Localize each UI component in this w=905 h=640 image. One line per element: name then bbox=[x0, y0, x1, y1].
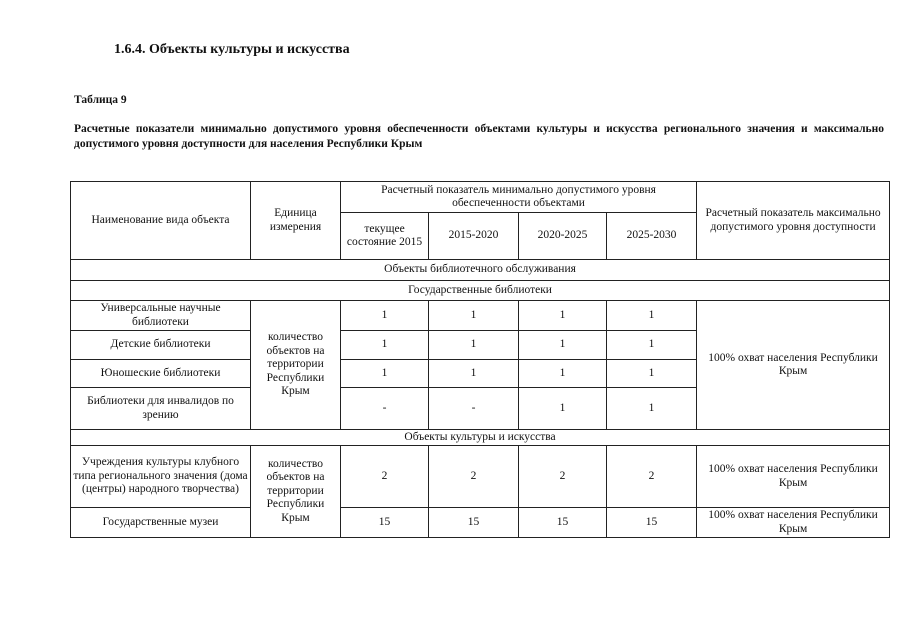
header-period: текущее состояние 2015 bbox=[341, 213, 429, 260]
row-name: Детские библиотеки bbox=[71, 331, 251, 360]
cell-value: 2 bbox=[341, 446, 429, 508]
table-row bbox=[71, 301, 890, 331]
cell-value: 1 bbox=[519, 331, 607, 360]
table-caption: Расчетные показатели минимально допустимого уровня обеспеченности объектами культуры и искусства регионального значения и максимально допустимого уровня доступности для населения Республики Крым bbox=[74, 123, 884, 150]
header-period: 2025-2030 bbox=[607, 213, 697, 260]
cell-value: 15 bbox=[341, 508, 429, 538]
header-period: 2015-2020 bbox=[429, 213, 519, 260]
row-name: Универсальные научные библиотеки bbox=[71, 301, 251, 331]
cell-value: 2 bbox=[607, 446, 697, 508]
header-max-access: Расчетный показатель максимально допустимого уровня доступности bbox=[697, 182, 890, 260]
cell-value: 1 bbox=[429, 360, 519, 388]
row-name: Библиотеки для инвалидов по зрению bbox=[71, 388, 251, 430]
row-access: 100% охват населения Республики Крым bbox=[697, 508, 890, 538]
cell-value: 1 bbox=[429, 301, 519, 331]
table-label: Таблица 9 bbox=[74, 94, 127, 106]
cell-value: 1 bbox=[519, 360, 607, 388]
cell-value: 1 bbox=[341, 301, 429, 331]
cell-value: 15 bbox=[429, 508, 519, 538]
cell-value: 1 bbox=[607, 360, 697, 388]
cell-value: - bbox=[341, 388, 429, 430]
header-object-type: Наименование вида объекта bbox=[71, 182, 251, 260]
header-period: 2020-2025 bbox=[519, 213, 607, 260]
row-access: 100% охват населения Республики Крым bbox=[697, 446, 890, 508]
cell-value: 1 bbox=[607, 388, 697, 430]
cell-value: - bbox=[429, 388, 519, 430]
cell-value: 15 bbox=[519, 508, 607, 538]
cell-value: 1 bbox=[607, 301, 697, 331]
section-row-culture: Объекты культуры и искусства bbox=[71, 430, 890, 446]
table-row bbox=[71, 508, 890, 538]
cell-value: 15 bbox=[607, 508, 697, 538]
cell-value: 1 bbox=[341, 360, 429, 388]
library-unit: количество объектов на территории Республики Крым bbox=[251, 301, 341, 430]
cell-value: 1 bbox=[519, 301, 607, 331]
header-unit: Единица измерения bbox=[251, 182, 341, 260]
cell-value: 1 bbox=[341, 331, 429, 360]
provision-table bbox=[70, 181, 890, 538]
cell-value: 2 bbox=[519, 446, 607, 508]
row-name: Юношеские библиотеки bbox=[71, 360, 251, 388]
cell-value: 1 bbox=[519, 388, 607, 430]
cell-value: 2 bbox=[429, 446, 519, 508]
header-min-level: Расчетный показатель минимально допустимого уровня обеспеченности объектами bbox=[341, 182, 697, 213]
library-access: 100% охват населения Республики Крым bbox=[697, 301, 890, 430]
culture-unit: количество объектов на территории Республики Крым bbox=[251, 446, 341, 538]
row-name: Учреждения культуры клубного типа регионального значения (дома (центры) народного творчества) bbox=[71, 446, 251, 508]
section-row-library: Объекты библиотечного обслуживания bbox=[71, 260, 890, 281]
row-name: Государственные музеи bbox=[71, 508, 251, 538]
section-heading: 1.6.4. Объекты культуры и искусства bbox=[114, 42, 350, 57]
cell-value: 1 bbox=[607, 331, 697, 360]
cell-value: 1 bbox=[429, 331, 519, 360]
table-row bbox=[71, 446, 890, 508]
subsection-row-state-libraries: Государственные библиотеки bbox=[71, 281, 890, 301]
